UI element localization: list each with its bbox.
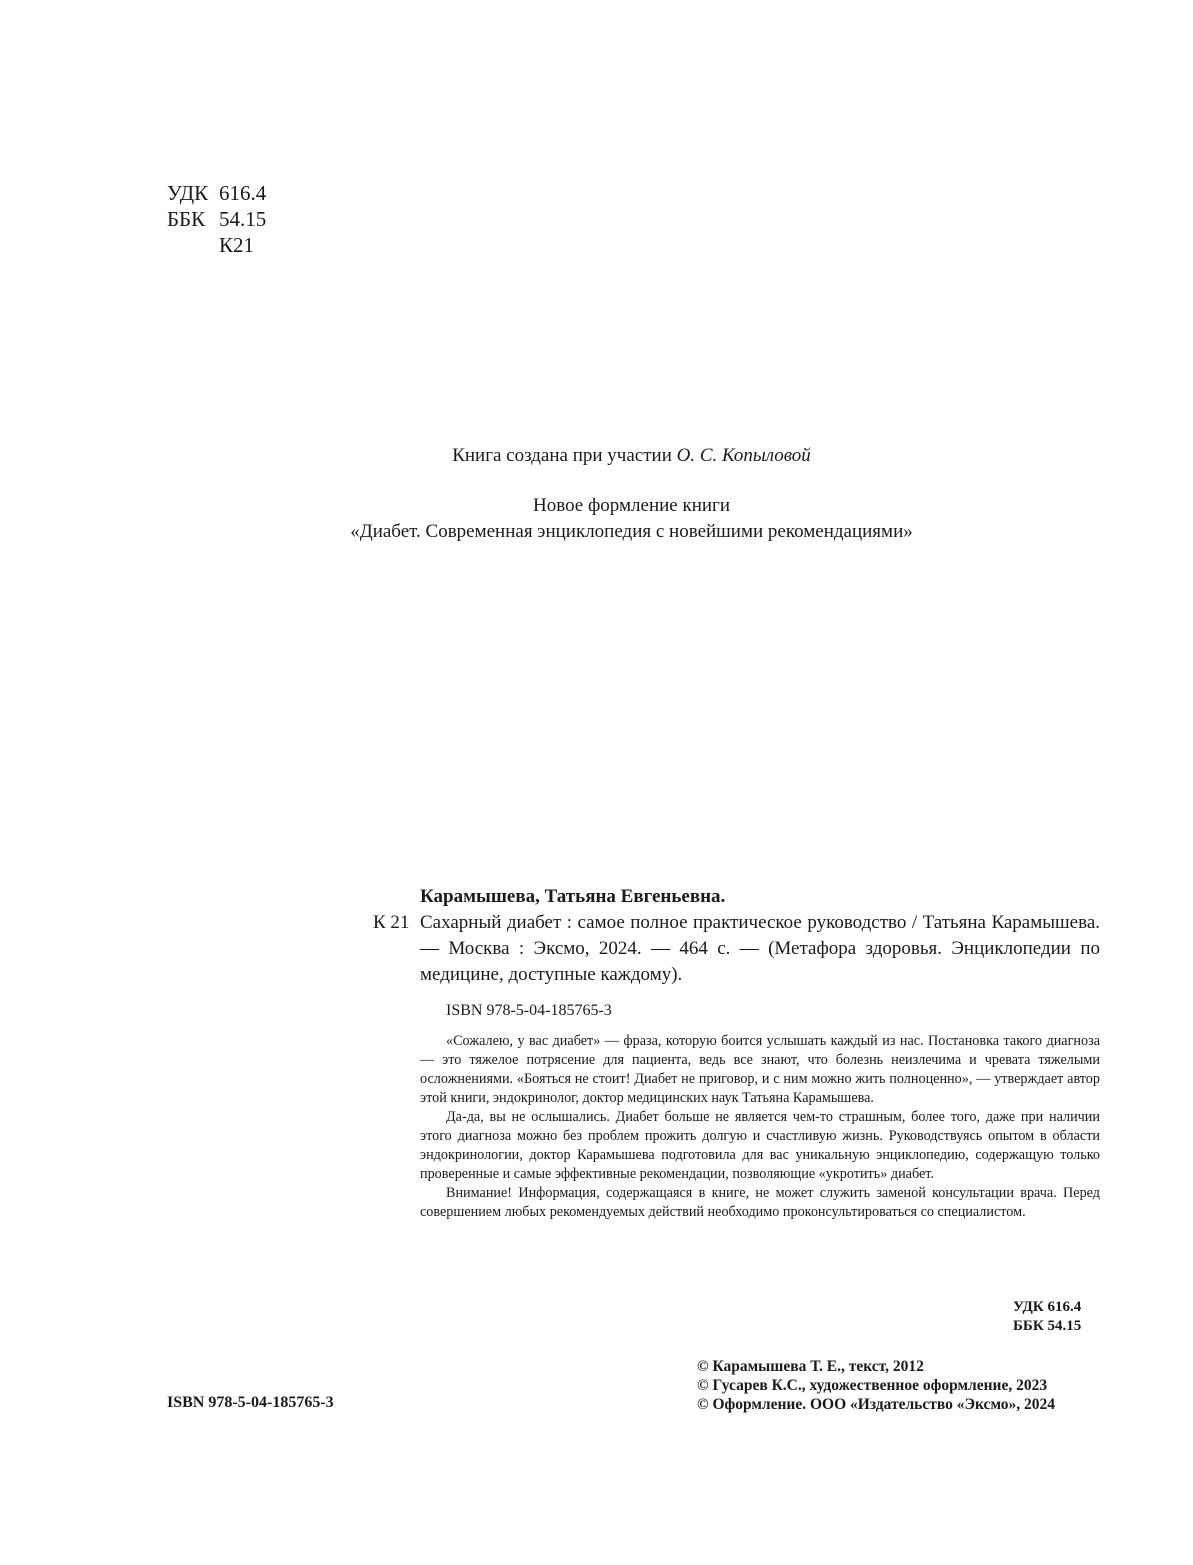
bbk-row xyxy=(167,206,266,232)
participation-credit xyxy=(0,443,1193,469)
isbn-bottom: ISBN 978-5-04-185765-3 xyxy=(167,1394,334,1411)
annotation-paragraph: Внимание! Информация, содержащаяся в книге, не может служить заменой консультации врача. Перед совершением любых рекомендуемых действий необходимо проконсультироваться со специалистом. xyxy=(420,1185,1100,1220)
original-title: «Диабет. Современная энциклопедия с новейшими рекомендациями» xyxy=(350,521,913,542)
edition-credit xyxy=(0,493,1193,545)
classification-block xyxy=(167,180,266,258)
author-sign: К21 xyxy=(219,233,255,257)
udk-value: 616.4 xyxy=(219,181,267,205)
copyright-line: © Гусарев К.С., художественное оформление, 2023 xyxy=(697,1377,1048,1394)
annotation-paragraph: Да-да, вы не ослышались. Диабет больше не является чем-то страшным, более того, даже при наличии этого диагноза можно без проблем прожить долгую и счастливую жизнь. Руководствуясь опытом в области эндокринологии, доктор Карамышева подготовила для вас уникальную энциклопедию, содержащую только проверенные и самые эффективные рекомендации, позволяющие «укротить» диабет. xyxy=(420,1109,1100,1182)
card-classification-codes xyxy=(1013,1298,1081,1336)
new-edition-line: Новое формление книги xyxy=(533,495,730,516)
card-bbk: ББК 54.15 xyxy=(1013,1318,1082,1334)
card-udk: УДК 616.4 xyxy=(1013,1299,1082,1315)
card-description: Сахарный диабет : самое полное практическое руководство / Татьяна Карамышева. — Москва : Эксмо, 2024. — 464 с. — (Метафора здоровья. Энциклопедии по медицине, доступные каждому). xyxy=(420,912,1100,985)
author-sign-row xyxy=(167,232,266,258)
bbk-label: ББК xyxy=(167,207,206,231)
copyright-block xyxy=(697,1357,1055,1414)
copyright-line: © Оформление. ООО «Издательство «Эксмо», 2024 xyxy=(697,1396,1056,1413)
annotation-paragraph: «Сожалею, у вас диабет» — фраза, которую боится услышать каждый из нас. Постановка такого диагноза — это тяжелое потрясение для пациента, ведь все знают, что болезнь неизлечима и чревата тяжелыми осложнениями. «Бояться не стоит! Диабет не приговор, и с ним можно жить полноценно», — утверждает автор этой книги, эндокринолог, доктор медицинских наук Татьяна Карамышева. xyxy=(420,1033,1100,1106)
card-isbn: ISBN 978-5-04-185765-3 xyxy=(446,1002,612,1019)
card-author: Карамышева, Татьяна Евгеньевна. xyxy=(420,886,726,907)
copyright-line: © Карамышева Т. Е., текст, 2012 xyxy=(697,1358,924,1375)
card-code: К 21 xyxy=(373,912,410,933)
card-annotation xyxy=(420,1032,1100,1222)
udk-row xyxy=(167,180,266,206)
participation-prefix: Книга создана при участии xyxy=(452,445,672,466)
bbk-value: 54.15 xyxy=(219,207,267,231)
participation-name: О. С. Копыловой xyxy=(676,445,811,466)
udk-label: УДК xyxy=(167,181,209,205)
